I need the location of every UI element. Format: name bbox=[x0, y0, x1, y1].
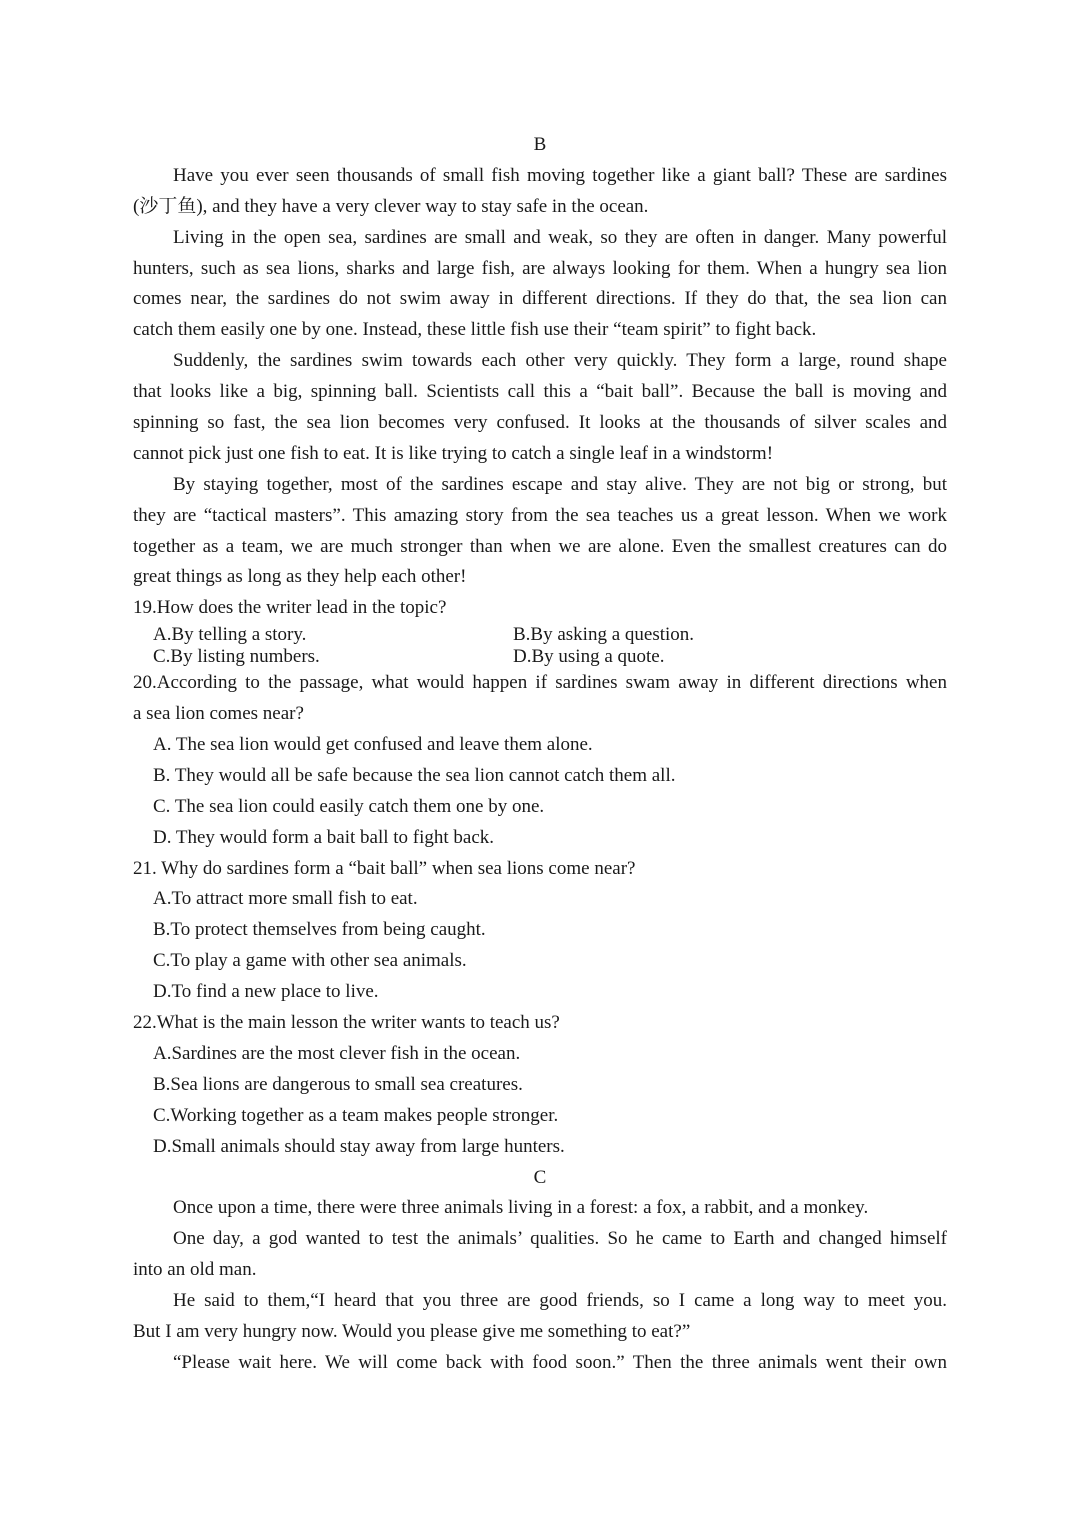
passage-line: spinning so fast, the sea lion becomes very confused. It looks at the thousands of silver scales and bbox=[133, 412, 947, 434]
passage-line: By staying together, most of the sardines escape and stay alive. They are not big or strong, but bbox=[173, 473, 947, 495]
q21-option-b: B.To protect themselves from being caught. bbox=[153, 919, 486, 941]
passage-line: But I am very hungry now. Would you please give me something to eat?” bbox=[133, 1320, 691, 1342]
passage-line: into an old man. bbox=[133, 1259, 257, 1281]
section-b-passage bbox=[133, 161, 947, 593]
q20-question-line-2: a sea lion comes near? bbox=[133, 703, 304, 725]
q22-option-a: A.Sardines are the most clever fish in the ocean. bbox=[153, 1042, 521, 1064]
q20-question-line-1: 20.According to the passage, what would happen if sardines swam away in different directions when bbox=[133, 672, 947, 694]
passage-line: Living in the open sea, sardines are small and weak, so they are often in danger. Many powerful bbox=[173, 226, 947, 248]
passage-line: Have you ever seen thousands of small fish moving together like a giant ball? These are sardines bbox=[173, 164, 947, 186]
section-b-heading: B bbox=[533, 134, 547, 155]
q21-question: 21. Why do sardines form a “bait ball” when sea lions come near? bbox=[133, 857, 636, 879]
q20-option-c: C. The sea lion could easily catch them one by one. bbox=[153, 795, 545, 817]
passage-line: together as a team, we are much stronger than when we are alone. Even the smallest creatures can do bbox=[133, 535, 947, 557]
passage-line: that looks like a big, spinning ball. Scientists call this a “bait ball”. Because the ball is moving and bbox=[133, 381, 947, 403]
passage-line: they are “tactical masters”. This amazing story from the sea teaches us a great lesson. When we work bbox=[133, 504, 947, 526]
passage-line: Once upon a time, there were three animals living in a forest: a fox, a rabbit, and a monkey. bbox=[173, 1197, 869, 1219]
passage-line: great things as long as they help each other! bbox=[133, 566, 467, 588]
q22-option-c: C.Working together as a team makes people stronger. bbox=[153, 1104, 559, 1126]
section-c-passage bbox=[133, 1193, 947, 1378]
q22-question: 22.What is the main lesson the writer wants to teach us? bbox=[133, 1012, 560, 1034]
q19-option-a: A.By telling a story. bbox=[153, 624, 307, 646]
passage-line: (沙丁鱼), and they have a very clever way to stay safe in the ocean. bbox=[133, 195, 649, 217]
passage-line: hunters, such as sea lions, sharks and large fish, are always looking for them. When a hungry sea lion bbox=[133, 257, 947, 279]
passage-line: comes near, the sardines do not swim away in different directions. If they do that, the sea lion can bbox=[133, 288, 947, 310]
passage-line: He said to them,“I heard that you three are good friends, so I came a long way to meet you. bbox=[173, 1290, 947, 1312]
q19-question: 19.How does the writer lead in the topic? bbox=[133, 597, 447, 619]
q21-option-a: A.To attract more small fish to eat. bbox=[153, 888, 418, 910]
section-c-heading: C bbox=[533, 1166, 547, 1188]
document-page bbox=[133, 130, 947, 1379]
q19-options-row-1 bbox=[133, 624, 947, 646]
passage-line: cannot pick just one fish to eat. It is like trying to catch a single leaf in a windstorm! bbox=[133, 442, 774, 464]
passage-line: Suddenly, the sardines swim towards each other very quickly. They form a large, round shape bbox=[173, 350, 947, 372]
passage-line: One day, a god wanted to test the animals’ qualities. So he came to Earth and changed himself bbox=[173, 1228, 947, 1250]
q20-option-a: A. The sea lion would get confused and leave them alone. bbox=[153, 734, 593, 756]
q19-option-b: B.By asking a question. bbox=[513, 624, 695, 646]
q22-option-b: B.Sea lions are dangerous to small sea creatures. bbox=[153, 1073, 523, 1095]
q19-option-c: C.By listing numbers. bbox=[153, 646, 320, 668]
q20-option-b: B. They would all be safe because the sea lion cannot catch them all. bbox=[153, 764, 676, 786]
passage-line: catch them easily one by one. Instead, these little fish use their “team spirit” to fight back. bbox=[133, 319, 817, 341]
q21-option-c: C.To play a game with other sea animals. bbox=[153, 950, 467, 972]
passage-line: “Please wait here. We will come back with food soon.” Then the three animals went their own bbox=[173, 1351, 947, 1373]
q22-option-d: D.Small animals should stay away from large hunters. bbox=[153, 1135, 565, 1157]
q19-options-row-2 bbox=[133, 646, 947, 668]
q20-option-d: D. They would form a bait ball to fight back. bbox=[153, 826, 495, 848]
q21-option-d: D.To find a new place to live. bbox=[153, 981, 379, 1003]
q19-option-d: D.By using a quote. bbox=[513, 646, 665, 668]
